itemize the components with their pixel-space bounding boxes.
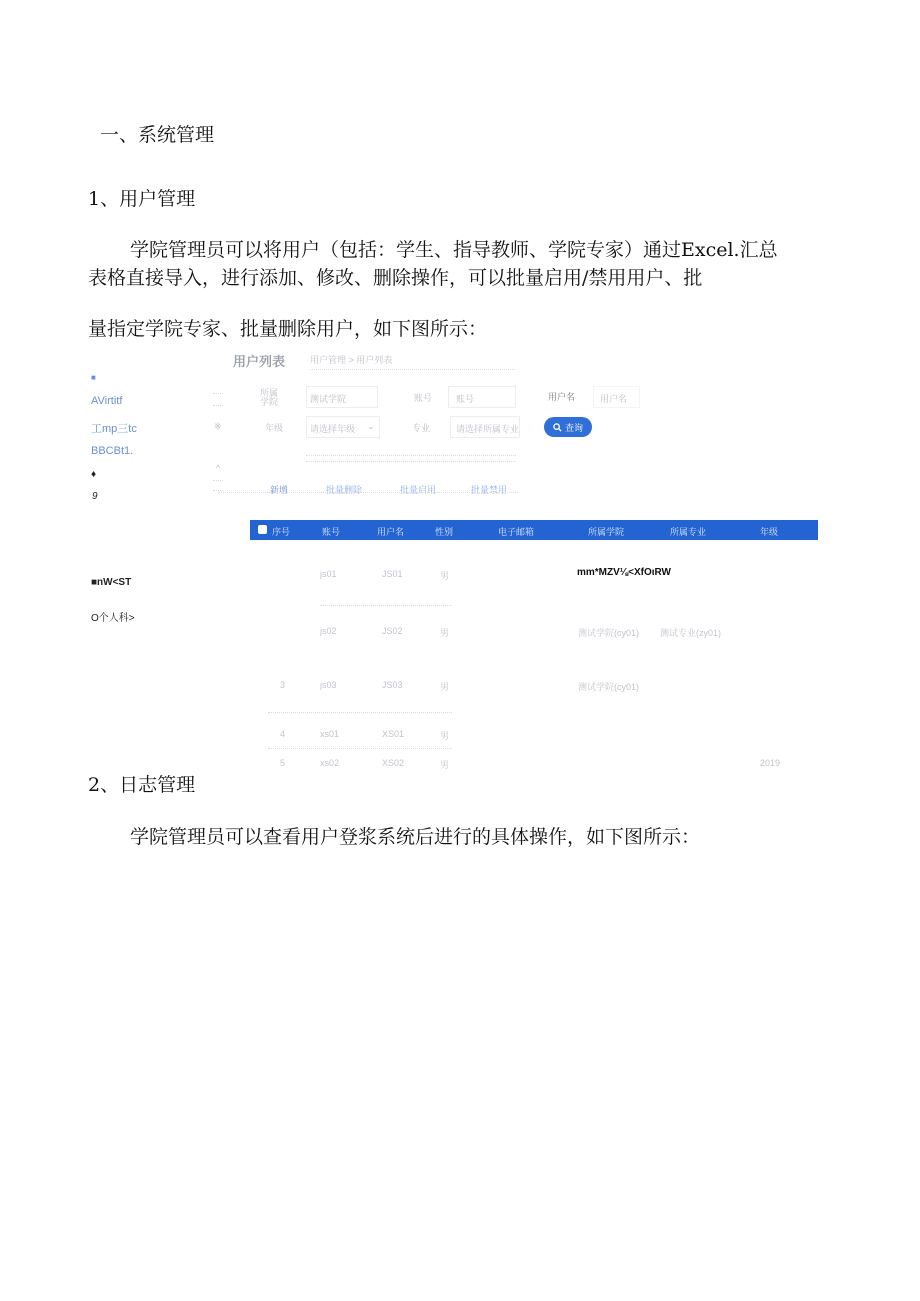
heading-system-management: 一、系统管理 [100,124,215,146]
sidebar-item-profile[interactable]: O个人科> [91,613,135,624]
major-placeholder: 请选择所属专业 [456,424,520,434]
sidebar-item[interactable]: ■nW<ST [91,577,132,588]
college-input[interactable] [306,386,378,408]
star-icon: ※ [214,421,222,431]
search-button[interactable] [544,417,592,437]
college-placeholder: 测试学院 [310,394,347,404]
paragraph-line: 量指定学院专家、批量删除用户，如下图所示： [88,318,488,340]
row-username: JS03 [382,680,403,690]
column-header[interactable]: 年级 [760,527,779,537]
heading-user-management: 1、用户管理 [88,188,196,210]
table-header [250,520,818,540]
row-index: 5 [280,758,286,768]
row-college: 测试学院(cy01) [578,628,640,638]
select-all-checkbox[interactable] [258,525,267,534]
column-header[interactable]: 用户名 [377,527,405,537]
row-username: JS02 [382,626,403,636]
account-input[interactable] [448,386,516,408]
row-username: XS02 [382,758,405,768]
row-username: XS01 [382,729,405,739]
caret-up-icon[interactable]: ^ [216,463,221,473]
row-account: js02 [320,626,337,636]
row-account: js01 [320,569,337,579]
column-header[interactable]: 性别 [435,527,454,537]
column-header[interactable]: 所属专业 [670,527,707,537]
grade-placeholder: 请选择年级 [310,424,356,434]
username-label: 用户名 [548,392,576,402]
chevron-down-icon: ⌄ [367,421,375,431]
username-input[interactable] [593,386,640,408]
sidebar-item[interactable]: AVirtitf [91,395,123,407]
grade-select[interactable] [306,416,380,438]
row-gender: 男 [440,628,450,638]
paragraph-line: 学院管理员可以查看用户登浆系统后进行的具体操作，如下图所示： [130,826,701,848]
row-account: js03 [320,680,337,690]
row-gender: 男 [440,731,450,741]
batch-enable-button[interactable]: 批量启用 [400,485,437,495]
sidebar-bullet: ■ [91,373,96,382]
account-placeholder: 账号 [456,394,475,404]
row-index: 4 [280,729,286,739]
row-account: xs01 [320,729,340,739]
college-label: 所属学院 [259,388,278,407]
row-username: JS01 [382,569,403,579]
sidebar-item[interactable]: 工mp三tc [91,423,137,435]
add-button[interactable]: 新增 [270,485,289,495]
overlay-text: mm*MZV⅛<XfOιRW [577,567,671,578]
sidebar-number: 9 [92,491,98,502]
major-select[interactable] [450,416,520,438]
page-title: 用户列表 [233,354,286,369]
column-header[interactable]: 序号 [272,527,291,537]
heading-log-management: 2、日志管理 [88,774,196,796]
column-header[interactable]: 电子邮箱 [498,527,535,537]
search-icon [553,423,562,432]
batch-disable-button[interactable]: 批量禁用 [471,485,508,495]
row-gender: 男 [440,682,450,692]
row-college: 测试学院(cy01) [578,682,640,692]
search-label: 查询 [564,422,583,433]
sidebar-item[interactable]: BBCBt1. [91,445,134,457]
diamond-icon: ♦ [91,469,97,480]
batch-delete-button[interactable]: 批量删除 [326,485,363,495]
row-account: xs02 [320,758,340,768]
column-header[interactable]: 账号 [322,527,341,537]
account-label: 账号 [414,393,433,403]
column-header[interactable]: 所属学院 [588,527,625,537]
user-list-screenshot [88,345,828,775]
grade-label: 年级 [265,423,284,433]
row-gender: 男 [440,571,450,581]
paragraph-line: 学院管理员可以将用户（包括：学生、指导教师、学院专家）通过Excel.汇总 [130,239,778,261]
row-gender: 男 [440,760,450,770]
row-grade: 2019 [760,758,781,768]
row-major: 测试专业(zy01) [660,628,722,638]
paragraph-line: 表格直接导入，进行添加、修改、删除操作，可以批量启用/禁用用户、批 [88,267,703,289]
major-label: 专业 [412,423,431,433]
username-placeholder: 用户名 [600,394,628,404]
breadcrumb[interactable]: 用户管理 > 用户列表 [310,355,393,365]
row-index: 3 [280,680,286,690]
